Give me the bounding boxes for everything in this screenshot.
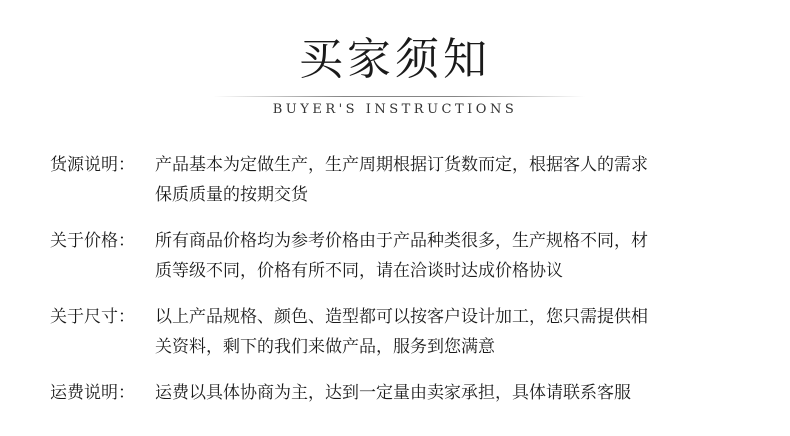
instruction-label: 运费说明：	[50, 383, 135, 403]
instruction-line: 以上产品规格、颜色、造型都可以按客户设计加工，您只需提供相	[155, 307, 648, 327]
instructions-list	[50, 150, 750, 424]
instruction-line: 所有商品价格均为参考价格由于产品种类很多，生产规格不同，材	[155, 231, 648, 251]
instruction-label: 关于价格：	[50, 231, 135, 251]
instruction-text	[155, 302, 750, 362]
instruction-text	[155, 150, 750, 210]
instruction-line: 产品基本为定做生产，生产周期根据订货数而定，根据客人的需求	[155, 155, 648, 175]
instruction-label: 货源说明：	[50, 155, 135, 175]
instruction-item-price	[50, 226, 750, 286]
instruction-text	[155, 226, 750, 286]
instruction-line: 运费以具体协商为主，达到一定量由卖家承担，具体请联系客服	[155, 383, 631, 403]
instruction-line: 关资料，剩下的我们来做产品，服务到您满意	[155, 337, 495, 357]
instruction-item-source	[50, 150, 750, 210]
instruction-line: 保质质量的按期交货	[155, 185, 308, 205]
instruction-label: 关于尺寸：	[50, 307, 135, 327]
page-subtitle: BUYER'S INSTRUCTIONS	[272, 102, 518, 117]
instruction-item-shipping	[50, 378, 750, 408]
page-title: 买家须知	[299, 34, 491, 85]
instruction-item-size	[50, 302, 750, 362]
title-divider	[213, 96, 585, 97]
instruction-text	[155, 378, 750, 408]
instruction-line: 质等级不同，价格有所不同，请在洽谈时达成价格协议	[155, 261, 563, 281]
